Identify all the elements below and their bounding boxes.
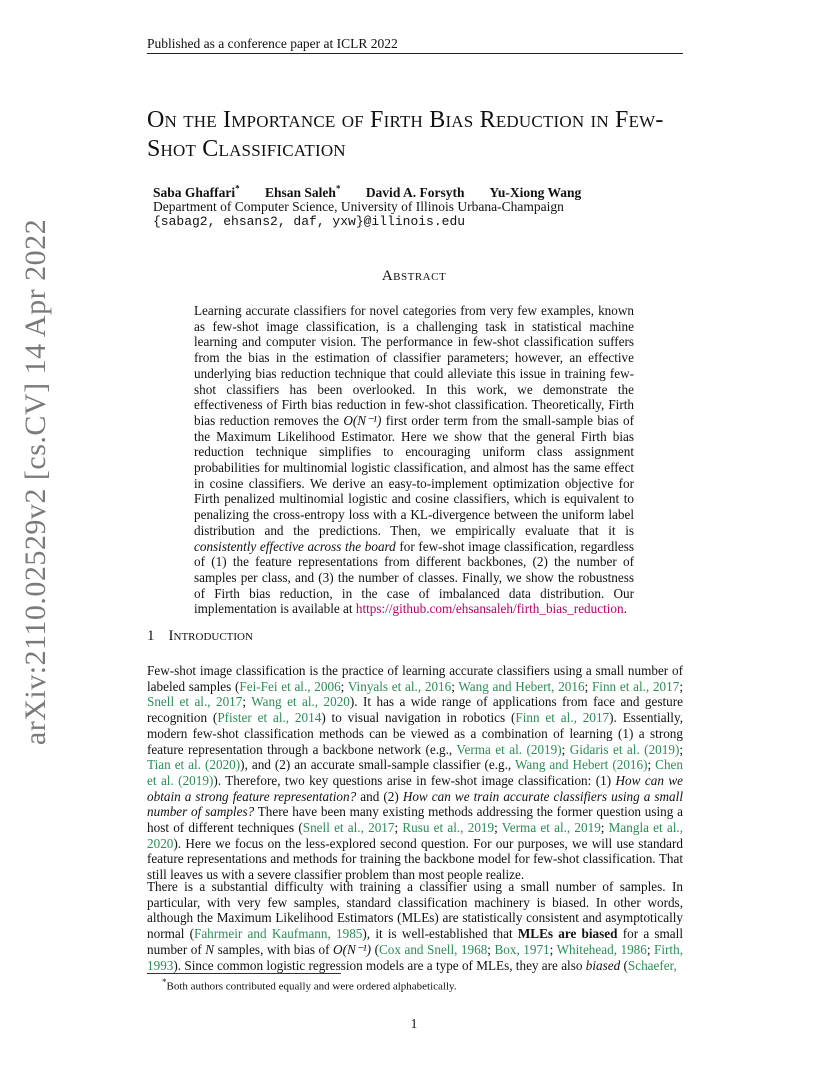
section-title: Introduction bbox=[168, 628, 253, 644]
running-header: Published as a conference paper at ICLR 2022 bbox=[147, 36, 398, 51]
citation[interactable]: Finn et al., 2017 bbox=[591, 678, 680, 694]
citation[interactable]: Chen et al. (2019) bbox=[147, 757, 684, 788]
citation[interactable]: Verma et al., 2019 bbox=[501, 820, 601, 836]
citation[interactable]: Rusu et al., 2019 bbox=[402, 820, 495, 836]
author: Yu-Xiong Wang bbox=[489, 184, 582, 200]
citation[interactable]: Fahrmeir and Kaufmann, 1985 bbox=[193, 926, 363, 942]
citation[interactable]: Firth, 1993 bbox=[147, 941, 683, 973]
emphasis: biased bbox=[585, 957, 621, 973]
citation[interactable]: Wang et al., 2020 bbox=[251, 694, 350, 710]
code-link[interactable]: https://github.com/ehsansaleh/firth_bias_reduction bbox=[355, 601, 624, 617]
section-heading bbox=[147, 628, 253, 645]
footnote-mark: * bbox=[162, 977, 167, 987]
citation[interactable]: Snell et al., 2017 bbox=[147, 694, 243, 710]
question-2: How can we train accurate classifiers using a small number of samples? bbox=[147, 788, 683, 820]
footnote-text: Both authors contributed equally and were ordered alphabetically. bbox=[166, 980, 457, 993]
section-number: 1 bbox=[147, 628, 155, 644]
affiliation: Department of Computer Science, University of Illinois Urbana-Champaign bbox=[153, 199, 564, 214]
citation[interactable]: Wang and Hebert, 2016 bbox=[458, 678, 585, 694]
abstract-body: Learning accurate classifiers for novel categories from very few examples, known as few-shot image classification, is a challenging task in statistical machine learning and computer vision. The performance in few-shot classification suffers from the bias in the estimation of classifier parameters; however, an effective underlying bias reduction technique that could alleviate this issue in training few-shot classifiers has been overlooked. In this work, we demonstrate the effectiveness of Firth bias reduction in few-shot classification. Theoretically, Firth bias reduction removes the O(N⁻¹) first order term from the small-sample bias of the Maximum Likelihood Estimator. Here we show that the general Firth bias reduction technique simplifies to encouraging uniform class assignment probabilities for multinomial logistic classification, and almost has the same effect in cosine classifiers. We derive an easy-to-implement optimization objective for Firth penalized multinomial logistic and cosine classifiers, which is equivalent to penalizing the cross-entropy loss with a KL-divergence between the uniform label distribution and the predictions. Then, we empirically evaluate that it is consistently effective across the board for few-shot image classification, regardless of (1) the feature representations from different backbones, (2) the number of samples per class, and (3) the number of classes. Finally, we show the robustness of Firth bias reduction, in the case of imbalanced data distribution. Our implementation is available at https://github.com/ehsansaleh/firth_bias_reduction. bbox=[194, 303, 634, 617]
citation[interactable]: Fei-Fei et al., 2006 bbox=[239, 678, 341, 694]
question-1: How can we obtain a strong feature representation? bbox=[147, 772, 683, 804]
footnote bbox=[162, 977, 457, 993]
citation[interactable]: Box, 1971 bbox=[494, 941, 550, 957]
citation[interactable]: Whitehead, 1986 bbox=[556, 941, 647, 957]
author: Ehsan Saleh* bbox=[265, 183, 341, 200]
citation[interactable]: Tian et al. (2020) bbox=[147, 757, 241, 773]
citation[interactable]: Gidaris et al. (2019) bbox=[569, 741, 680, 757]
math-expression: O(N⁻¹) bbox=[333, 941, 372, 957]
citation[interactable]: Pfister et al., 2014 bbox=[217, 710, 322, 726]
author-list bbox=[153, 183, 603, 201]
footnote-rule bbox=[147, 973, 341, 974]
author-emails[interactable]: {sabag2, ehsans2, daf, yxw}@illinois.edu bbox=[153, 214, 466, 229]
header-rule bbox=[147, 53, 683, 54]
citation[interactable]: Wang and Hebert (2016) bbox=[515, 757, 648, 773]
author: Saba Ghaffari* bbox=[153, 183, 240, 200]
citation[interactable]: Vinyals et al., 2016 bbox=[347, 678, 452, 694]
citation[interactable]: Verma et al. (2019) bbox=[456, 741, 562, 757]
math-variable: N bbox=[205, 941, 215, 957]
citation[interactable]: Mangla et al., 2020 bbox=[147, 820, 683, 851]
bold-claim: MLEs are biased bbox=[517, 926, 618, 942]
paragraph-2: There is a substantial difficulty with training a classifier using a small number of samples. In particular, with very few samples, standard classification machinery is biased. In other words, although the Maximum Likelihood Estimators (MLEs) are statistically consistent and asymptotically normal (Fahrmeir and Kaufmann, 1985), it is well-established that MLEs are biased for a small number of N samples, with bias of O(N⁻¹) (Cox and Snell, 1968; Box, 1971; Whitehead, 1986; Firth, 1993). Since common logistic regression models are a type of MLEs, they are also biased (Schaefer, bbox=[147, 879, 683, 973]
author: David A. Forsyth bbox=[365, 184, 465, 200]
page-number: 1 bbox=[410, 1016, 418, 1031]
citation[interactable]: Cox and Snell, 1968 bbox=[378, 941, 488, 957]
abstract-heading: Abstract bbox=[381, 268, 447, 284]
emphasis: consistently effective across the board bbox=[194, 538, 396, 554]
arxiv-stamp-text: arXiv:2110.02529v2 [cs.CV] 14 Apr 2022 bbox=[19, 218, 52, 746]
citation[interactable]: Snell et al., 2017 bbox=[302, 820, 395, 836]
citation[interactable]: Finn et al., 2017 bbox=[515, 710, 610, 726]
math-expression: O(N⁻¹) bbox=[343, 412, 382, 428]
paragraph-1: Few-shot image classification is the practice of learning accurate classifiers using a small number of labeled samples (Fei-Fei et al., 2006; Vinyals et al., 2016; Wang and Hebert, 2016; Finn et al., 2017; Snell et al., 2017; Wang et al., 2020). It has a wide range of applications from face and gesture recognition (Pfister et al., 2014) to visual navigation in robotics (Finn et al., 2017). Essentially, modern few-shot classification methods can be viewed as a combination of learning (1) a strong feature representation through a backbone network (e.g., Verma et al. (2019); Gidaris et al. (2019); Tian et al. (2020)), and (2) an accurate small-sample classifier (e.g., Wang and Hebert (2016); Chen et al. (2019)). Therefore, two key questions arise in few-shot image classification: (1) How can we obtain a strong feature representation? and (2) How can we train accurate classifiers using a small number of samples? There have been many existing methods addressing the former question using a host of different techniques (Snell et al., 2017; Rusu et al., 2019; Verma et al., 2019; Mangla et al., 2020). Here we focus on the less-explored second question. For our purposes, we will use standard feature representations and methods for training the backbone model for few-shot classification. That still leaves us with a severe classifier problem than most people realize. bbox=[147, 663, 684, 883]
citation[interactable]: Schaefer, bbox=[627, 957, 677, 973]
paper-title: On the Importance of Firth Bias Reduction in Few-Shot Classification bbox=[147, 107, 664, 162]
